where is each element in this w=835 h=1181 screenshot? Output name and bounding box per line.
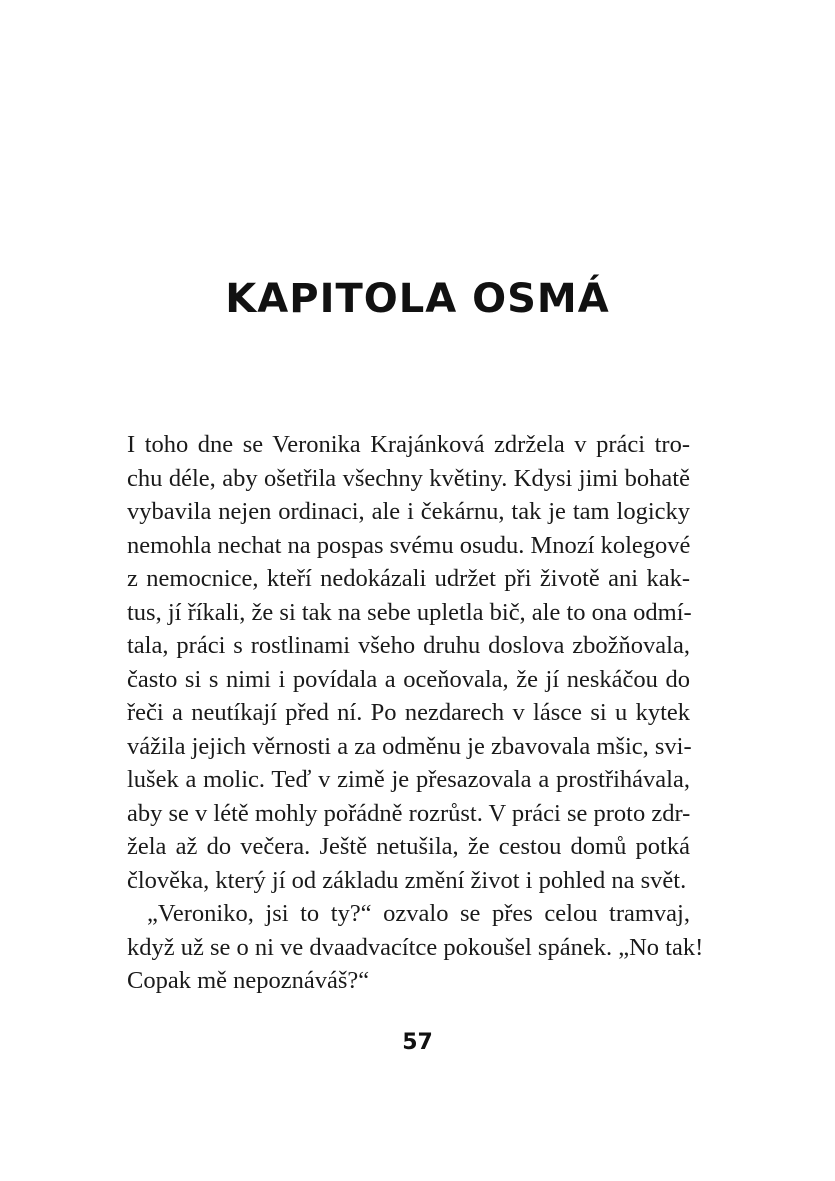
- text-line: žela až do večera. Ještě netušila, že cestou domů potká: [127, 833, 690, 860]
- text-line: když už se o ni ve dvaadvacítce pokoušel spánek. „No tak!: [127, 933, 704, 961]
- text-line: vybavila nejen ordinaci, ale i čekárnu, tak je tam logicky: [127, 498, 690, 525]
- text-line: chu déle, aby ošetřila všechny květiny. Kdysi jimi bohatě: [127, 464, 690, 492]
- text-line: často si s nimi i povídala a oceňovala, že jí neskáčou do: [127, 665, 690, 693]
- text-line: I toho dne se Veronika Krajánková zdržela v práci tro-: [127, 431, 690, 458]
- page-number: 57: [402, 1030, 433, 1055]
- text-line: tus, jí říkali, že si tak na sebe upletla bič, ale to ona odmí-: [127, 598, 692, 626]
- chapter-title: KAPITOLA OSMÁ: [225, 276, 610, 322]
- text-line: lušek a molic. Teď v zimě je přesazovala a prostřihávala,: [127, 766, 690, 793]
- text-line: nemohla nechat na pospas svému osudu. Mnozí kolegové: [127, 531, 691, 559]
- paragraph: [127, 428, 690, 897]
- text-line: aby se v létě mohly pořádně rozrůst. V práci se proto zdr-: [127, 799, 691, 827]
- paragraph: [127, 897, 704, 998]
- text-line: Copak mě nepoznáváš?“: [127, 967, 370, 994]
- text-line: „Veroniko, jsi to ty?“ ozvalo se přes celou tramvaj,: [147, 900, 690, 927]
- text-line: vážila jejich věrnosti a za odměnu je zbavovala mšic, svi-: [127, 732, 692, 760]
- text-line: člověka, který jí od základu změní život i pohled na svět.: [127, 866, 687, 894]
- body-text: [127, 428, 704, 998]
- text-line: řeči a neutíkají před ní. Po nezdarech v lásce si u kytek: [127, 699, 690, 726]
- text-line: tala, práci s rostlinami všeho druhu doslova zbožňovala,: [127, 632, 690, 659]
- text-line: z nemocnice, kteří nedokázali udržet při životě ani kak-: [127, 565, 690, 592]
